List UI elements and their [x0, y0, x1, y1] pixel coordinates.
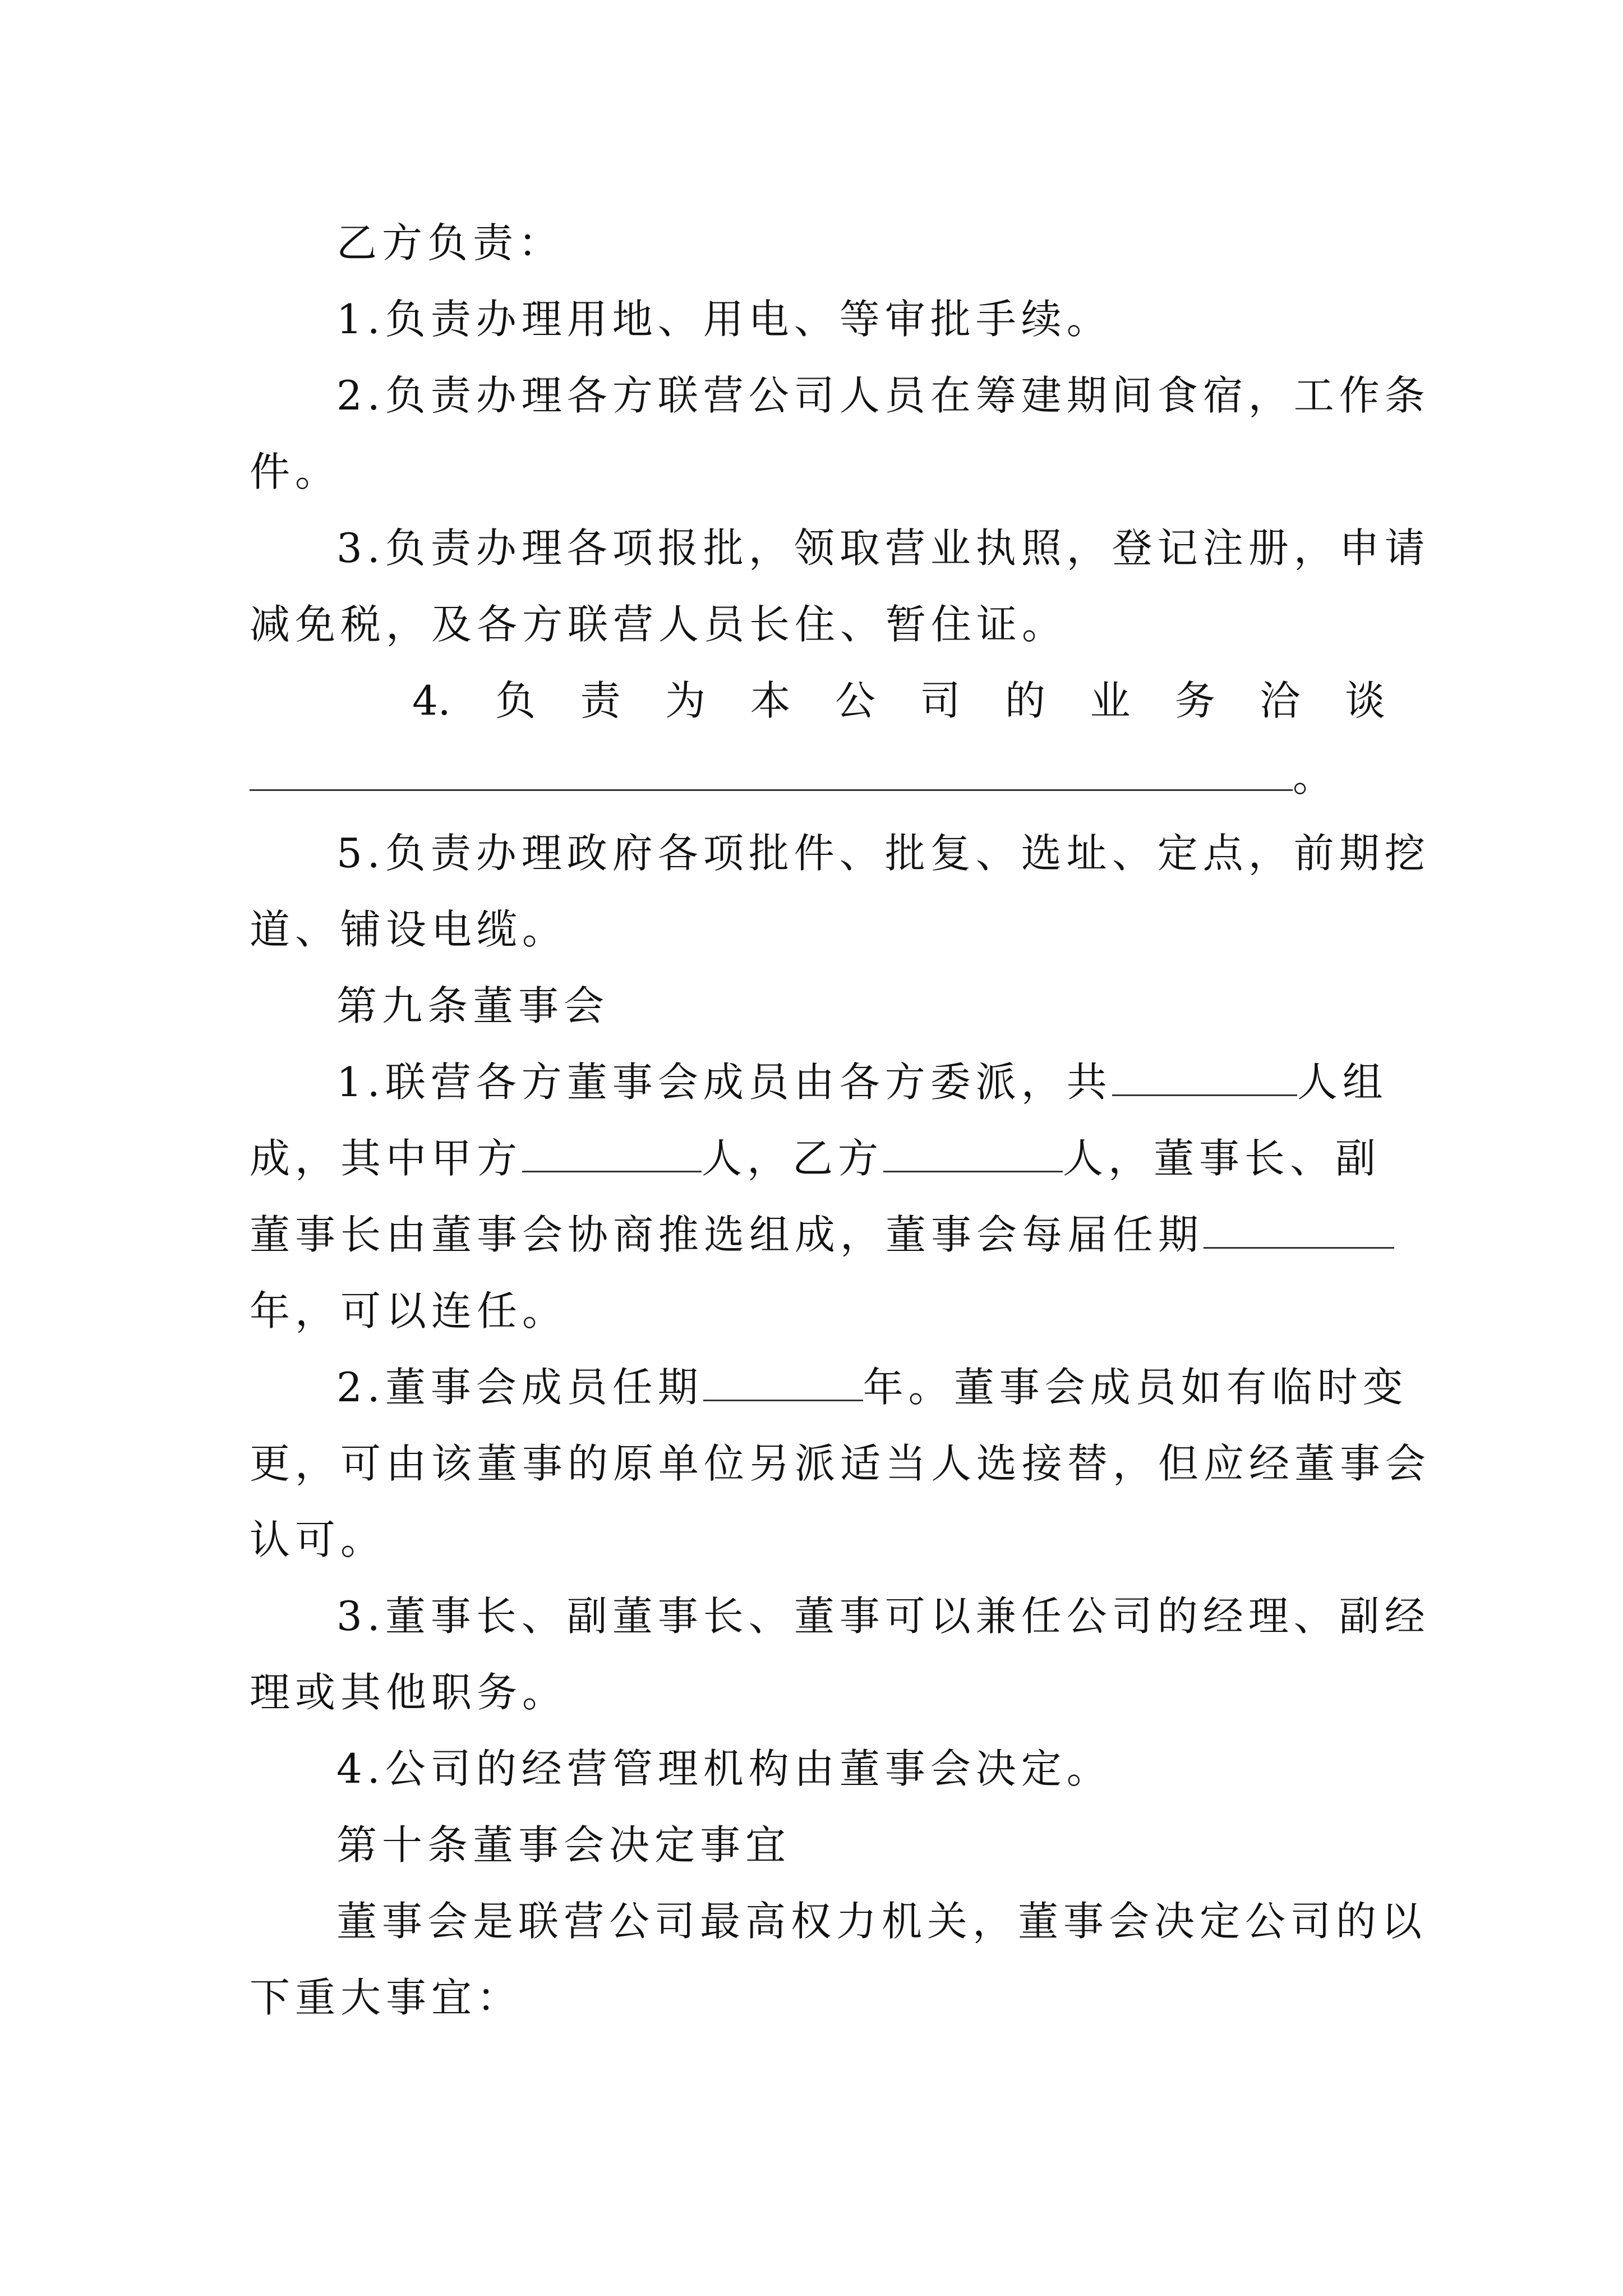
article-10-line-2: 下重大事宜：: [250, 1974, 523, 2021]
article-9-item-1-text: 人，乙方: [702, 1135, 884, 1182]
article-9-title: 第九条董事会: [336, 982, 610, 1029]
fill-in-blank[interactable]: [522, 1137, 702, 1172]
document-body: [250, 205, 1431, 2036]
article-9-item-3-line-1: 3.董事长、副董事长、董事可以兼任公司的经理、副经: [336, 1593, 1430, 1640]
article-9-item-1-text: 董事长由董事会协商推选组成，董事会每届任期: [250, 1211, 1204, 1258]
item-4-char: 务: [1174, 677, 1215, 724]
article-10-title: 第十条董事会决定事宜: [336, 1821, 791, 1869]
party-b-item-1: 1.负责办理用地、用电、等审批手续。: [336, 296, 1112, 343]
article-9-item-1-text: 人，董事长、副: [1063, 1135, 1381, 1182]
party-b-item-3-line-1: 3.负责办理各项报批，领取营业执照，登记注册，申请: [336, 524, 1430, 572]
item-4-char: 业: [1090, 677, 1131, 724]
item-4-char: 4.: [412, 677, 451, 724]
party-b-item-4-line-1: [250, 662, 1385, 739]
article-9-item-1-text: 1.联营各方董事会成员由各方委派，共: [336, 1059, 1112, 1106]
article-9-item-1-text: 成，其中甲方: [250, 1135, 523, 1182]
article-9-item-2-line-3: 认可。: [250, 1516, 386, 1563]
fill-in-blank[interactable]: [250, 756, 1293, 791]
item-4-char: 责: [580, 677, 621, 724]
article-9-item-2-text: 2.董事会成员任期: [336, 1364, 703, 1411]
party-b-item-5-line-2: 道、铺设电缆。: [250, 906, 568, 953]
item-4-char: 洽: [1260, 677, 1301, 724]
item-4-char: 为: [665, 677, 706, 724]
item-4-end-mark: 。: [1293, 753, 1339, 800]
article-9-item-2-line-1: [250, 1349, 1408, 1425]
article-10-line-1: 董事会是联营公司最高权力机关，董事会决定公司的以: [336, 1898, 1427, 1945]
party-b-heading: 乙方负责：: [336, 219, 564, 266]
item-4-char: 本: [750, 677, 791, 724]
party-b-item-4-line-2: [250, 739, 1385, 815]
item-4-char: 负: [495, 677, 536, 724]
article-9-item-1-line-3: [250, 1197, 1385, 1273]
article-9-item-1-line-4: 年，可以连任。: [250, 1287, 568, 1335]
fill-in-blank[interactable]: [1204, 1213, 1394, 1249]
article-9-item-4: 4.公司的经营管理机构由董事会决定。: [336, 1745, 1112, 1792]
article-9-item-1-text: 人组: [1297, 1059, 1388, 1106]
item-4-char: 公: [835, 677, 876, 724]
fill-in-blank[interactable]: [703, 1366, 863, 1401]
article-9-item-1-line-1: [250, 1044, 1388, 1120]
article-9-item-2-text: 年。董事会成员如有临时变: [863, 1364, 1408, 1411]
party-b-item-2-line-2: 件。: [250, 448, 341, 495]
party-b-item-5-line-1: 5.负责办理政府各项批件、批复、选址、定点，前期挖: [336, 830, 1430, 877]
item-4-char: 司: [920, 677, 961, 724]
article-9-item-3-line-2: 理或其他职务。: [250, 1669, 568, 1716]
article-9-item-2-line-2: 更，可由该董事的原单位另派适当人选接替，但应经董事会: [250, 1440, 1431, 1487]
party-b-item-3-line-2: 减免税，及各方联营人员长住、暂住证。: [250, 601, 1068, 648]
article-9-item-1-line-2: [250, 1120, 1385, 1197]
fill-in-blank[interactable]: [1112, 1061, 1297, 1096]
item-4-char: 的: [1004, 677, 1045, 724]
fill-in-blank[interactable]: [883, 1137, 1063, 1172]
party-b-item-2-line-1: 2.负责办理各方联营公司人员在筹建期间食宿，工作条: [336, 372, 1430, 419]
item-4-char: 谈: [1344, 677, 1385, 724]
